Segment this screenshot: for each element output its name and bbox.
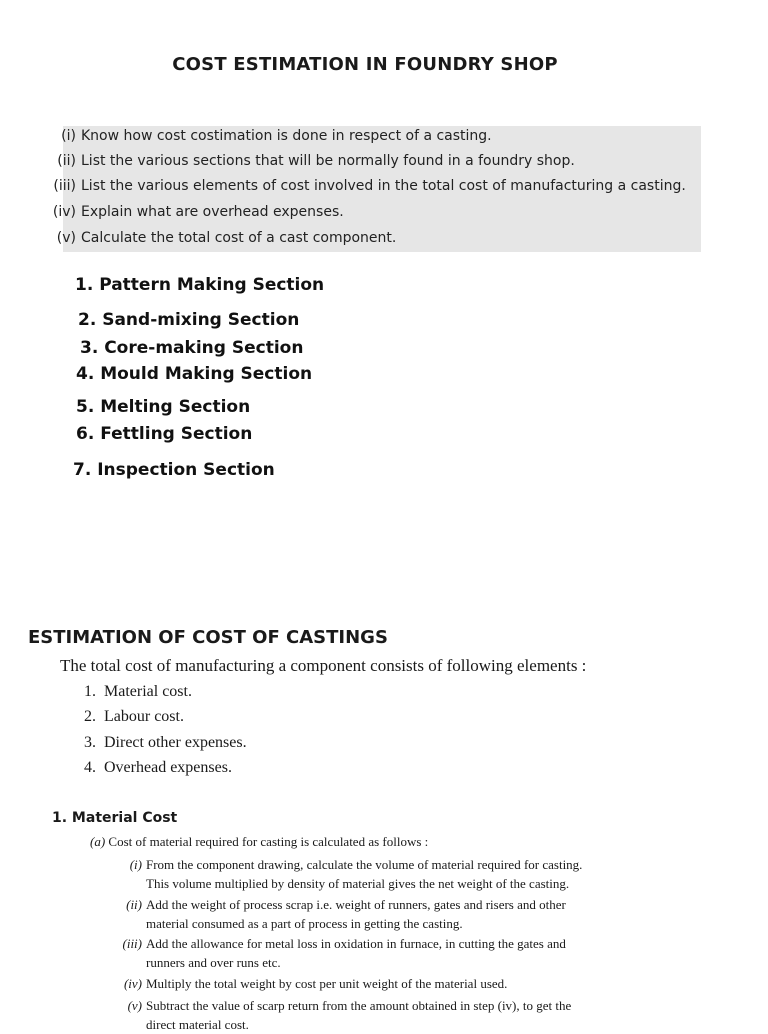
section-item: 4. Mould Making Section xyxy=(76,364,313,384)
estimation-intro: The total cost of manufacturing a component consists of following elements : xyxy=(60,656,587,675)
cost-element-item: 4. Overhead expenses. xyxy=(84,759,232,776)
material-cost-heading: 1. Material Cost xyxy=(52,810,178,826)
material-step: (ii) Add the weight of process scrap i.e. weight of runners, gates and risers and other material consumed as a part of process in getting the casting. xyxy=(126,897,566,931)
section-item: 7. Inspection Section xyxy=(73,460,275,480)
section-item: 1. Pattern Making Section xyxy=(75,275,325,295)
objective-item: (ii) List the various sections that will be normally found in a foundry shop. xyxy=(57,153,575,169)
objective-item: (iv) Explain what are overhead expenses. xyxy=(52,204,344,220)
cost-element-item: 1. Material cost. xyxy=(84,683,192,700)
objective-item: (v) Calculate the total cost of a cast component. xyxy=(56,230,397,246)
material-step: (iv) Multiply the total weight by cost per unit weight of the material used. xyxy=(123,976,508,991)
cost-element-item: 3. Direct other expenses. xyxy=(84,734,247,751)
page-title: COST ESTIMATION IN FOUNDRY SHOP xyxy=(172,54,558,75)
section-item: 2. Sand-mixing Section xyxy=(78,310,300,330)
material-cost-a: (a) Cost of material required for casting is calculated as follows : xyxy=(90,834,429,849)
section-item: 5. Melting Section xyxy=(76,397,251,417)
section-item: 3. Core-making Section xyxy=(80,338,304,358)
objective-item: (iii) List the various elements of cost involved in the total cost of manufacturing a casting. xyxy=(53,178,686,194)
material-step: (v) Subtract the value of scarp return from the amount obtained in step (iv), to get the direct material cost. xyxy=(127,998,572,1032)
cost-element-item: 2. Labour cost. xyxy=(84,708,184,725)
section-item: 6. Fettling Section xyxy=(76,424,253,444)
material-step: (iii) Add the allowance for metal loss in oxidation in furnace, in cutting the gates and runners and over runs etc. xyxy=(122,936,566,970)
material-step: (i) From the component drawing, calculate the volume of material required for casting. This volume multiplied by density of material gives the net weight of the casting. xyxy=(129,857,583,891)
objective-item: (i) Know how cost costimation is done in respect of a casting. xyxy=(61,128,492,144)
estimation-heading: ESTIMATION OF COST OF CASTINGS xyxy=(28,627,388,648)
